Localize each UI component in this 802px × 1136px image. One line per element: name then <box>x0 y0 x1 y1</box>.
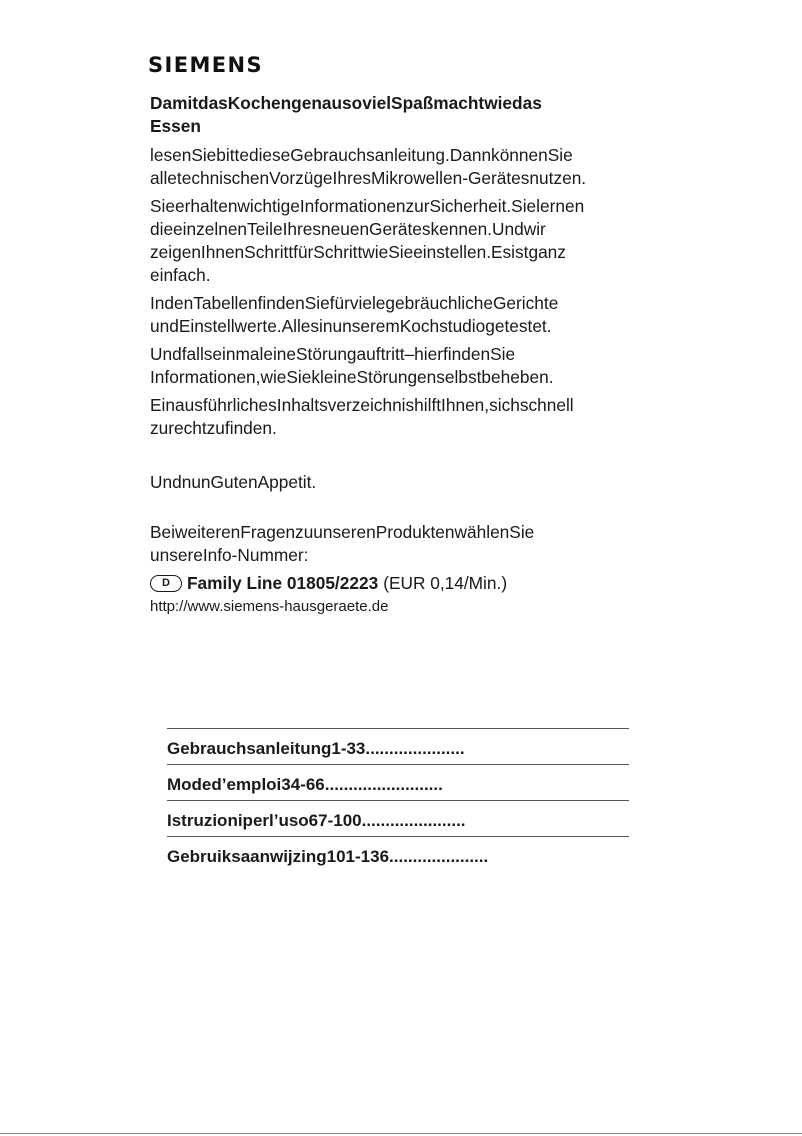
intro-paragraph-1: lesenSiebittedieseGebrauchsanleitung.DannkönnenSie alletechnischenVorzügeIhresMikrowellen-Gerätesnutzen. <box>150 145 587 188</box>
hotline-number: Family Line 01805/2223 <box>187 573 379 593</box>
siemens-logo: SIEMENS <box>148 53 264 77</box>
toc-entry-dutch[interactable]: Gebruiksaanwijzing101-136..................... <box>167 847 489 866</box>
page-bottom-divider <box>0 1133 802 1134</box>
language-table-of-contents <box>167 728 629 872</box>
intro-heading: DamitdasKochengenausovielSpaßmachtwiedas Essen <box>150 93 542 136</box>
intro-section <box>150 92 630 617</box>
toc-entry-french[interactable]: Moded’emploi34-66......................... <box>167 765 629 801</box>
spacer <box>150 445 630 471</box>
intro-paragraph-2: SieerhaltenwichtigeInformationenzurSicherheit.Sielernen dieeinzelnenTeileIhresneuenGeräteskennen.Undwir zeigenIhnenSchrittfürSchrittwieSieeinstellen.Esistganz einfach. <box>150 196 585 285</box>
toc-entry-german[interactable]: Gebrauchsanleitung1-33..................... <box>167 729 629 765</box>
toc-entry-italian[interactable]: Istruzioniperl’uso67-100...................... <box>167 801 629 837</box>
hotline-rate: (EUR 0,14/Min.) <box>383 573 508 593</box>
country-badge-icon: D <box>150 575 182 592</box>
contact-intro: BeiweiterenFragenzuunserenProduktenwählenSie unsereInfo-Nummer: <box>150 522 535 565</box>
closing-line: UndnunGutenAppetit. <box>150 472 317 492</box>
spacer <box>150 499 630 521</box>
intro-paragraph-4: UndfallseinmaleineStörungauftritt–hierfindenSie Informationen,wieSiekleineStörungenselbstbeheben. <box>150 344 554 387</box>
hotline-line <box>150 572 630 595</box>
intro-paragraph-3: IndenTabellenfindenSiefürvielegebräuchlicheGerichte undEinstellwerte.AllesinunseremKochstudiogetestet. <box>150 293 559 336</box>
website-link[interactable]: http://www.siemens-hausgeraete.de <box>150 598 389 615</box>
intro-paragraph-5: EinausführlichesInhaltsverzeichnishilftIhnen,sichschnell zurechtzufinden. <box>150 395 574 438</box>
